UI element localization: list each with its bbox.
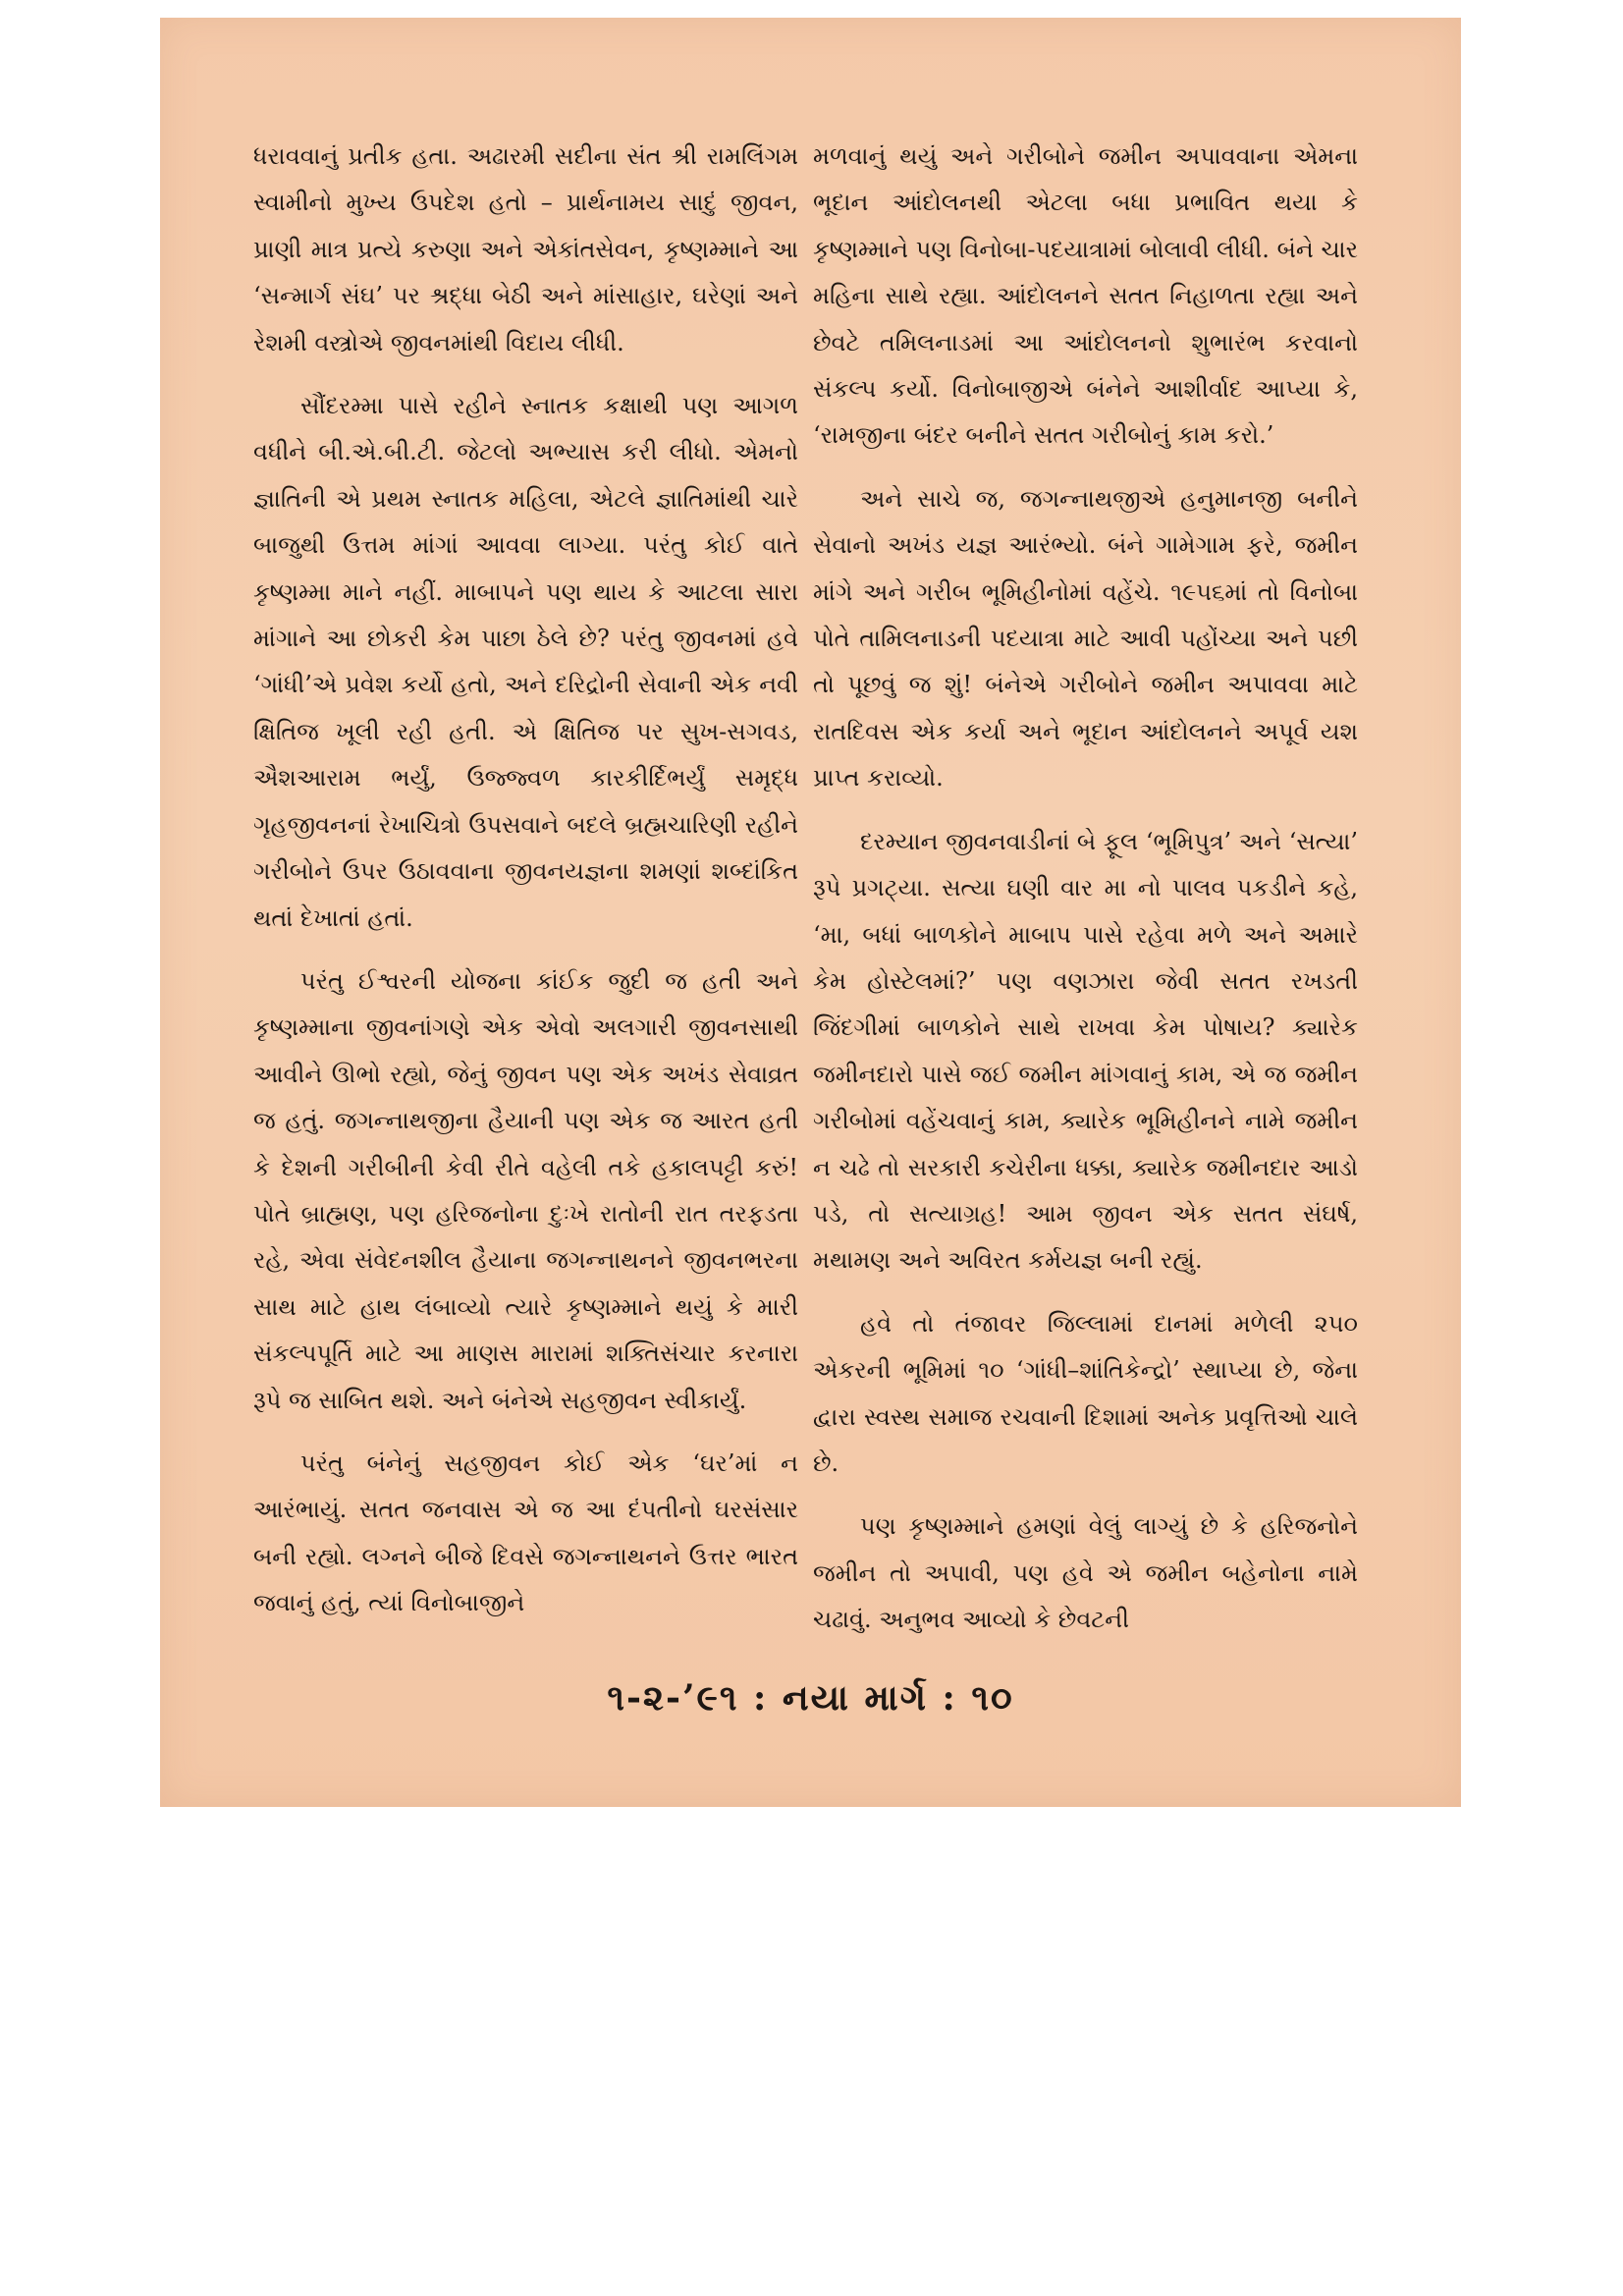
paragraph: દરમ્યાન જીવનવાડીનાં બે ફૂલ ‘ભૂમિપુત્ર’ અને ‘સત્યા’ રૂપે પ્રગટ્યા. સત્યા ઘણી વાર મા નો પાલવ પકડીને કહે, ‘મા, બધાં બાળકોને માબાપ પાસે રહેવા મળે અને અમારે કેમ હોસ્ટેલમાં?’ પણ વણઝારા જેવી સતત રખડતી જિંદગીમાં બાળકોને સાથે રાખવા કેમ પોષાય? ક્યારેક જમીનદારો પાસે જઈ જમીન માંગવાનું કામ, એ જ જમીન ગરીબોમાં વહેંચવાનું કામ, ક્યારેક ભૂમિહીનને નામે જમીન ન ચઢે તો સરકારી કચેરીના ધક્કા, ક્યારેક જમીનદાર આડો પડે, તો સત્યાગ્રહ! આમ જીવન એક સતત સંઘર્ષ, મથામણ અને અવિરત કર્મયજ્ઞ બની રહ્યું. xyxy=(813,827,1358,1275)
paragraph: મળવાનું થયું અને ગરીબોને જમીન અપાવવાના એમના ભૂદાન આંદોલનથી એટલા બધા પ્રભાવિત થયા કે કૃષ્ણમ્માને પણ વિનોબા-પદયાત્રામાં બોલાવી લીધી. બંને ચાર મહિના સાથે રહ્યા. આંદોલનને સતત નિહાળતા રહ્યા અને છેવટે તમિલનાડમાં આ આંદોલનનો શુભારંભ કરવાનો સંકલ્પ કર્યો. વિનોબાજીએ બંનેને આશીર્વાદ આપ્યા કે, ‘રામજીના બંદર બનીને સતત ગરીબોનું કામ કરો.’ xyxy=(813,142,1358,450)
paragraph: અને સાચે જ, જગન્નાથજીએ હનુમાનજી બનીને સેવાનો અખંડ યજ્ઞ આરંભ્યો. બંને ગામેગામ ફરે, જમીન માંગે અને ગરીબ ભૂમિહીનોમાં વહેંચે. ૧૯૫૬માં તો વિનોબા પોતે તામિલનાડની પદયાત્રા માટે આવી પહોંચ્યા અને પછી તો પૂછવું જ શું! બંનેએ ગરીબોને જમીન અપાવવા માટે રાતદિવસ એક કર્યા અને ભૂદાન આંદોલનને અપૂર્વ યશ પ્રાપ્ત કરાવ્યો. xyxy=(813,484,1358,793)
left-text-column xyxy=(253,134,798,1644)
paragraph: પરંતુ બંનેનું સહજીવન કોઈ એક ‘ઘર’માં ન આરંભાયું. સતત જનવાસ એ જ આ દંપતીનો ઘરસંસાર બની રહ્યો. લગ્નને બીજે દિવસે જગન્નાથનને ઉત્તર ભારત જવાનું હતું, ત્યાં વિનોબાજીને xyxy=(253,1449,798,1617)
paragraph: સૌંદરમ્મા પાસે રહીને સ્નાતક કક્ષાથી પણ આગળ વધીને બી.એ.બી.ટી. જેટલો અભ્યાસ કરી લીધો. એમનો જ્ઞાતિની એ પ્રથમ સ્નાતક મહિલા, એટલે જ્ઞાતિમાંથી ચારે બાજુથી ઉત્તમ માંગાં આવવા લાગ્યા. પરંતુ કોઈ વાતે કૃષ્ણમ્મા માને નહીં. માબાપને પણ થાય કે આટલા સારા માંગાને આ છોકરી કેમ પાછા ઠેલે છે? પરંતુ જીવનમાં હવે ‘ગાંધી’એ પ્રવેશ કર્યો હતો, અને દરિદ્રોની સેવાની એક નવી ક્ષિતિજ ખૂલી રહી હતી. એ ક્ષિતિજ પર સુખ-સગવડ, ઐશઆરામ ભર્યું, ઉજ્જ્વળ કારકીર્દિભર્યું સમૃદ્ધ ગૃહજીવનનાં રેખાચિત્રો ઉપસવાને બદલે બ્રહ્મચારિણી રહીને ગરીબોને ઉપર ઉઠાવવાના જીવનયજ્ઞના શમણાં શબ્દાંકિત થતાં દેખાતાં હતાં. xyxy=(253,392,798,932)
paragraph: હવે તો તંજાવર જિલ્લામાં દાનમાં મળેલી ૨૫૦ એકરની ભૂમિમાં ૧૦ ‘ગાંધી–શાંતિકેન્દ્રો’ સ્થાપ્યા છે, જેના દ્વારા સ્વસ્થ સમાજ રચવાની દિશામાં અનેક પ્રવૃત્તિઓ ચાલે છે. xyxy=(813,1309,1358,1477)
page-footer: ૧-૨-’૯૧ : નયા માર્ગ : ૧૦ xyxy=(607,1677,1014,1719)
paragraph: પરંતુ ઈશ્વરની યોજના કાંઈક જુદી જ હતી અને કૃષ્ણમ્માના જીવનાંગણે એક એવો અલગારી જીવનસાથી આવીને ઊભો રહ્યો, જેનું જીવન પણ એક અખંડ સેવાવ્રત જ હતું. જગન્નાથજીના હૈયાની પણ એક જ આરત હતી કે દેશની ગરીબીની કેવી રીતે વહેલી તકે હકાલપટ્ટી કરું! પોતે બ્રાહ્મણ, પણ હરિજનોના દુઃખે રાતોની રાત તરફડતા રહે, એવા સંવેદનશીલ હૈયાના જગન્નાથનને જીવનભરના સાથ માટે હાથ લંબાવ્યો ત્યારે કૃષ્ણમ્માને થયું કે મારી સંકલ્પપૂર્તિ માટે આ માણસ મારામાં શક્તિસંચાર કરનારા રૂપે જ સાબિત થશે. અને બંનેએ સહજીવન સ્વીકાર્યું. xyxy=(253,966,798,1414)
right-text-column xyxy=(813,134,1358,1661)
magazine-page xyxy=(160,18,1461,1807)
paragraph: પણ કૃષ્ણમ્માને હમણાં વેલું લાગ્યું છે કે હરિજનોને જમીન તો અપાવી, પણ હવે એ જમીન બહેનોના નામે ચઢાવું. અનુભવ આવ્યો કે છેવટની xyxy=(813,1512,1358,1634)
paragraph: ધરાવવાનું પ્રતીક હતા. અઢારમી સદીના સંત શ્રી રામલિંગમ સ્વામીનો મુખ્ય ઉપદેશ હતો – પ્રાર્થનામય સાદું જીવન, પ્રાણી માત્ર પ્રત્યે કરુણા અને એકાંતસેવન, કૃષ્ણમ્માને આ ‘સન્માર્ગ સંઘ’ પર શ્રદ્ધા બેઠી અને માંસાહાર, ઘરેણાં અને રેશમી વસ્ત્રોએ જીવનમાંથી વિદાય લીધી. xyxy=(253,142,798,356)
